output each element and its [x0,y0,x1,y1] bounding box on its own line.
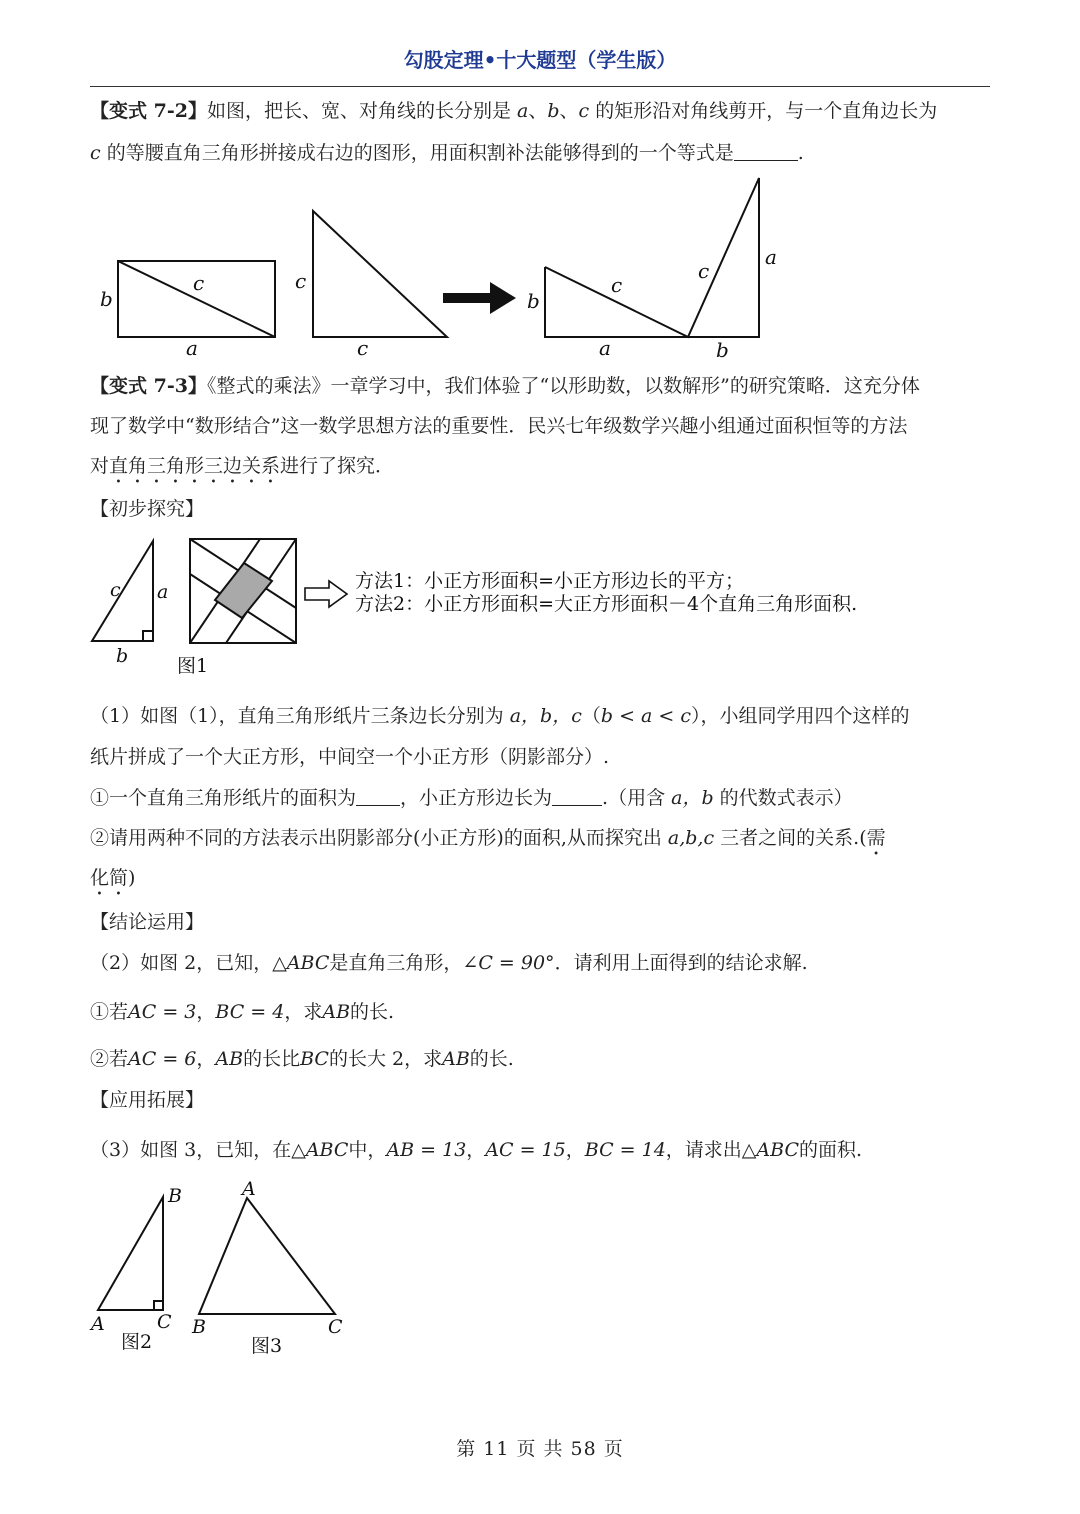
q72-text: 如图，把长、宽、对角线的长分别是 [206,100,517,122]
page-header: 勾股定理•十大题型（学生版） [403,48,677,72]
label-a: a [765,245,777,269]
p1-line5 [90,858,995,900]
right-angle-mark [154,1301,163,1310]
arrow-icon [305,581,347,607]
q72-line2 [90,133,995,173]
q72-text: 的矩形沿对角线剪开，与一个直角边长为 [589,100,938,122]
p1-text: .（用含 [602,787,672,809]
vertex-c: C [328,1316,343,1338]
section-extend: 【应用拓展】 [90,1089,205,1111]
section-conclude: 【结论运用】 [90,911,205,933]
emphasis-text: 化简 [90,867,129,889]
p3-text: 的面积. [798,1139,863,1161]
isosceles-right-triangle [313,211,447,337]
label-c: c [698,259,710,283]
combined-figure [545,178,759,337]
vertex-a: A [91,1313,105,1335]
label-a: a [186,336,198,360]
figure-caption: 图1 [177,655,209,677]
arrow-icon [443,282,516,314]
p2-text: 是直角三角形， [329,952,463,974]
sep: 、 [559,100,579,122]
p2-text: ， [196,1048,216,1070]
p1-line4 [90,818,995,860]
answer-blank [552,787,602,806]
q72-label: 【变式 7-2】 [90,100,207,122]
q72-line1 [90,91,995,131]
math: BC [300,1048,329,1070]
figure-caption: 图2 [121,1331,153,1353]
label-b: b [100,287,113,311]
inequality: b < a < c [600,705,692,727]
p2-text: 的长比 [243,1048,301,1070]
p1-text: ），小组同学用四个这样的 [691,705,910,727]
p3-text: 中， [348,1139,387,1161]
q73-text: 对 [90,455,110,477]
vars: a，b [671,787,714,809]
math: AB [215,1048,244,1070]
p3-text: ， [466,1139,486,1161]
q72-text: . [797,142,804,164]
p3-line1 [90,1130,995,1170]
var-c: c [90,142,101,164]
math: BC = 4 [215,1001,285,1023]
vars: a,b,c [667,827,715,849]
label-c: c [193,271,205,295]
p2-text: 的长大 2，求 [328,1048,443,1070]
label-c: c [611,273,623,297]
label-a: a [599,336,611,360]
right-angle-mark [143,631,153,641]
vertex-b: B [192,1316,206,1338]
var-c: c [578,100,590,122]
sep: 、 [528,100,548,122]
q73-text: 《整式的乘法》一章学习中，我们体验了“以形助数，以数解形”的研究策略．这充分体 [206,375,920,397]
p2-text: 的长. [469,1048,514,1070]
vertex-b: B [168,1185,182,1207]
label-c: c [357,336,369,360]
p2-text: 的长. [350,1001,395,1023]
p2-text: ，求 [284,1001,323,1023]
figure-1 [0,530,1080,680]
p1-text: 三者之间的关系.( [714,827,867,849]
math: AC = 15 [485,1139,566,1161]
math: AC = 6 [128,1048,197,1070]
vertex-a: A [242,1178,256,1200]
page-footer: 第 11 页 共 58 页 [456,1438,624,1460]
right-triangle-fig2 [98,1197,163,1310]
p1-text: 的代数式表示） [713,787,853,809]
answer-blank [734,142,798,161]
p1-text: ①一个直角三角形纸片的面积为 [90,787,357,809]
math: △ABC [272,952,330,974]
vertex-c: C [157,1311,172,1333]
q73-line2: 现了数学中“数形结合”这一数学思想方法的重要性．民兴七年级数学兴趣小组通过面积恒等的方法 [90,415,908,437]
figure-caption: 图3 [251,1335,283,1357]
label-b: b [527,289,540,313]
right-triangle [92,541,153,641]
figures-2-3 [0,1170,1080,1370]
math: △ABC [741,1139,799,1161]
label-b: b [716,338,729,362]
q72-text: 的等腰直角三角形拼接成右边的图形，用面积割补法能够得到的一个等式是 [100,142,734,164]
section-explore: 【初步探究】 [90,498,205,520]
answer-blank [356,787,400,806]
method-2: 方法2：小正方形面积=大正方形面积－4个直角三角形面积. [355,593,858,615]
math: AB = 13 [386,1139,467,1161]
math: AB [442,1048,470,1070]
method-1: 方法1：小正方形面积=小正方形边长的平方； [355,570,745,592]
p2-line2 [90,992,995,1032]
q73-text: 进行了探究． [280,455,395,477]
p3-text: ， [565,1139,585,1161]
p2-text: ②若 [90,1048,129,1070]
math: ∠C = 90° [462,952,555,974]
emphasis-text: 需 [866,827,886,849]
p3-text: （3）如图 3，已知，在 [90,1139,292,1161]
p1-text: ②请用两种不同的方法表示出阴影部分(小正方形)的面积,从而探究出 [90,827,668,849]
q73-line1 [90,366,995,406]
small-square-shaded [215,563,272,618]
p1-line2: 纸片拼成了一个大正方形，中间空一个小正方形（阴影部分）. [90,746,610,768]
math: AB [322,1001,351,1023]
p1-text: ，小正方形边长为 [400,787,553,809]
p2-text: ①若 [90,1001,129,1023]
label-c: c [110,579,121,601]
math: BC = 14 [584,1139,666,1161]
p2-text: （2）如图 2，已知， [90,952,273,974]
q73-label: 【变式 7-3】 [90,375,207,397]
p1-text: （ [581,705,601,727]
label-a: a [157,581,169,603]
math: AC = 3 [128,1001,197,1023]
emphasis-text: 直角三角形三边关系 [109,455,281,477]
p2-line3 [90,1039,995,1079]
q72-figure [0,170,1080,370]
p3-text: ，请求出 [665,1139,742,1161]
p2-text: ， [196,1001,216,1023]
label-c: c [295,269,307,293]
label-b: b [116,645,129,667]
p2-line1 [90,943,995,983]
p1-line1 [90,696,995,736]
p1-line3 [90,778,995,818]
triangle-fig3 [199,1198,335,1314]
var-a: a [517,100,529,122]
var-b: b [547,100,560,122]
header-divider [90,86,990,87]
vars: a，b，c [509,705,582,727]
q73-line3 [90,446,995,488]
p2-text: ．请利用上面得到的结论求解. [554,952,808,974]
p1-text: ) [128,867,136,889]
p1-text: （1）如图（1），直角三角形纸片三条边长分别为 [90,705,510,727]
math: △ABC [291,1139,349,1161]
